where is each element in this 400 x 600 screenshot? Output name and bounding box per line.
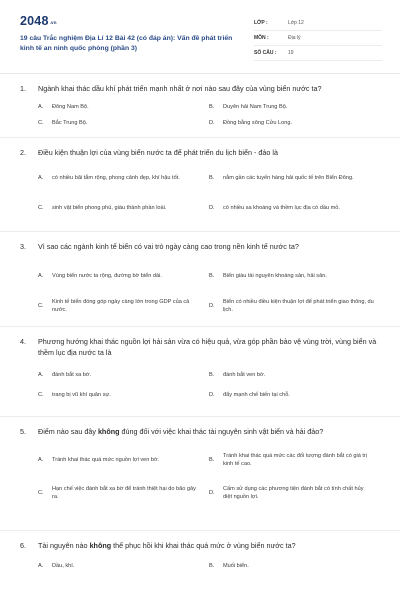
question-text (38, 541, 296, 552)
option-letter: D. (209, 302, 215, 309)
question-heading (20, 327, 380, 358)
question-3 (0, 232, 400, 327)
option-text: Biển giàu tài nguyên khoáng sản, hải sản. (223, 272, 327, 279)
answer-options (20, 358, 380, 405)
option-c[interactable] (38, 385, 209, 405)
option-text: nằm gần các tuyến hàng hải quốc tế trên Biển Đông. (223, 174, 354, 181)
option-text: đánh bắt ven bờ. (223, 372, 266, 378)
logo-text: 2048 (20, 14, 49, 28)
option-b[interactable] (209, 365, 380, 385)
question-heading (20, 138, 380, 159)
site-logo[interactable] (20, 14, 248, 30)
option-text: có nhiều sa khoáng và thềm lục địa có dầu mỏ. (223, 204, 340, 211)
option-c[interactable] (38, 477, 209, 510)
option-text: sinh vật biển phong phú, giàu thành phần loài. (52, 204, 167, 211)
option-a[interactable] (38, 444, 209, 477)
option-text: Bắc Trung Bộ. (52, 119, 88, 126)
option-letter: A. (38, 103, 44, 110)
option-letter: C. (38, 119, 44, 126)
question-5 (0, 417, 400, 531)
option-text: Muối biển. (223, 562, 249, 569)
option-a[interactable] (38, 559, 209, 573)
question-text (38, 427, 323, 438)
option-text: Kinh tế biển đóng góp ngày càng lớn trong GDP của cả nước. (52, 298, 190, 313)
meta-row-subject (254, 31, 382, 46)
option-letter: B. (209, 272, 215, 279)
option-text: Tránh khai thác quá mức nguồn lợi ven bờ. (52, 457, 160, 463)
option-letter: B. (209, 103, 215, 110)
question-number: 5. (20, 427, 26, 436)
meta-row-count (254, 46, 382, 61)
option-letter: A. (38, 372, 44, 378)
option-text: đẩy mạnh chế biến tại chỗ. (223, 392, 290, 398)
option-d[interactable] (209, 115, 380, 131)
question-number: 4. (20, 337, 26, 346)
option-letter: B. (209, 457, 215, 463)
option-d[interactable] (209, 385, 380, 405)
option-b[interactable] (209, 163, 380, 193)
answer-options (20, 253, 380, 321)
question-number: 1. (20, 84, 26, 93)
option-text: Đồng bằng sông Cửu Long. (223, 119, 293, 126)
question-2 (0, 138, 400, 232)
question-heading (20, 74, 380, 95)
option-c[interactable] (38, 291, 209, 321)
meta-value: Lớp 12 (288, 20, 304, 26)
option-d[interactable] (209, 291, 380, 321)
option-a[interactable] (38, 163, 209, 193)
option-b[interactable] (209, 559, 380, 573)
option-text: đánh bắt xa bờ. (52, 372, 92, 378)
option-letter: C. (38, 392, 44, 398)
document-meta (248, 16, 382, 63)
option-a[interactable] (38, 365, 209, 385)
option-text: Đông Nam Bộ. (52, 103, 89, 110)
question-text: Điều kiện thuận lợi của vùng biển nước ta để phát triển du lịch biển - đảo là (38, 148, 278, 157)
question-emphasis: không (97, 427, 120, 436)
question-text: Vì sao các ngành kinh tế biển có vai trò ngày càng cao trong nền kinh tế nước ta? (38, 242, 299, 251)
option-text: Vùng biển nước ta rộng, đường bờ biển dài. (52, 272, 162, 279)
question-emphasis: không (89, 541, 112, 550)
option-letter: D. (209, 490, 215, 496)
question-text-part: Điểm nào sau đây (38, 427, 98, 436)
option-text: Cấm sử dụng các phương tiện đánh bắt có tính chất hủy diệt nguồn lợi. (223, 486, 364, 500)
option-letter: B. (209, 562, 215, 569)
question-6 (0, 531, 400, 591)
question-number: 3. (20, 242, 26, 251)
option-b[interactable] (209, 261, 380, 291)
option-letter: D. (209, 392, 215, 398)
option-c[interactable] (38, 115, 209, 131)
meta-row-grade (254, 16, 382, 31)
answer-options (20, 438, 380, 510)
option-text: Biển có nhiều điều kiện thuận lợi để phát triển giao thông, du lịch. (223, 298, 374, 313)
option-letter: A. (38, 457, 44, 463)
option-text: có nhiều bãi tắm rộng, phong cảnh đẹp, khí hậu tốt. (52, 174, 180, 181)
page-header (0, 0, 400, 74)
answer-options (20, 552, 380, 573)
option-text: trang bị vũ khí quân sự. (52, 392, 111, 398)
question-number: 6. (20, 541, 26, 550)
question-text-part: Tài nguyên nào (38, 541, 90, 550)
option-d[interactable] (209, 477, 380, 510)
meta-key: LỚP : (254, 20, 268, 26)
option-letter: D. (209, 119, 215, 126)
option-letter: B. (209, 174, 215, 181)
option-letter: A. (38, 272, 44, 279)
option-a[interactable] (38, 261, 209, 291)
option-b[interactable] (209, 99, 380, 115)
question-text-part: đúng đối với việc khai thác tài nguyên sinh vật biển và hải đảo? (119, 427, 324, 436)
question-text: Phương hướng khai thác nguồn lợi hải sản vừa có hiệu quả, vừa góp phần bảo vệ vùng trời, vùng biển và thềm lục địa nước ta là (38, 337, 377, 357)
question-heading (20, 531, 380, 552)
answer-options (20, 95, 380, 131)
question-1 (0, 74, 400, 138)
option-text: Hạn chế việc đánh bắt xa bờ để tránh thiệt hại do bão gây ra. (52, 486, 196, 500)
question-text: Ngành khai thác dầu khí phát triển mạnh nhất ở nơi nào sau đây của vùng biển nước ta? (38, 84, 322, 93)
option-text: Tránh khai thác quá mức các đối tượng đánh bắt có giá trị kinh tế cao. (223, 453, 368, 467)
option-b[interactable] (209, 444, 380, 477)
option-c[interactable] (38, 193, 209, 223)
header-left (20, 14, 248, 63)
meta-value: 19 (288, 50, 294, 56)
option-letter: D. (209, 204, 215, 211)
meta-value: Địa lý (288, 35, 301, 41)
question-heading (20, 417, 380, 438)
option-d[interactable] (209, 193, 380, 223)
question-4 (0, 327, 400, 417)
option-letter: A. (38, 174, 44, 181)
option-text: Dầu, khí. (52, 562, 75, 569)
option-letter: C. (38, 302, 44, 309)
logo-suffix: .vn (49, 20, 57, 25)
question-text-part: thể phục hồi khi khai thác quá mức ở vùng biển nước ta? (111, 541, 296, 550)
document-title: 19 câu Trắc nghiệm Địa Lí 12 Bài 42 (có đáp án): Vấn đề phát triển kinh tế an ninh quốc phòng (phần 3) (20, 35, 233, 52)
meta-key: MÔN : (254, 35, 269, 41)
question-number: 2. (20, 148, 26, 157)
option-letter: B. (209, 372, 215, 378)
meta-key: SỐ CÂU : (254, 50, 277, 56)
answer-options (20, 159, 380, 223)
option-text: Duyên hải Nam Trung Bộ. (223, 103, 288, 110)
option-letter: C. (38, 490, 44, 496)
question-heading (20, 232, 380, 253)
option-letter: A. (38, 562, 44, 569)
option-a[interactable] (38, 99, 209, 115)
option-letter: C. (38, 204, 44, 211)
